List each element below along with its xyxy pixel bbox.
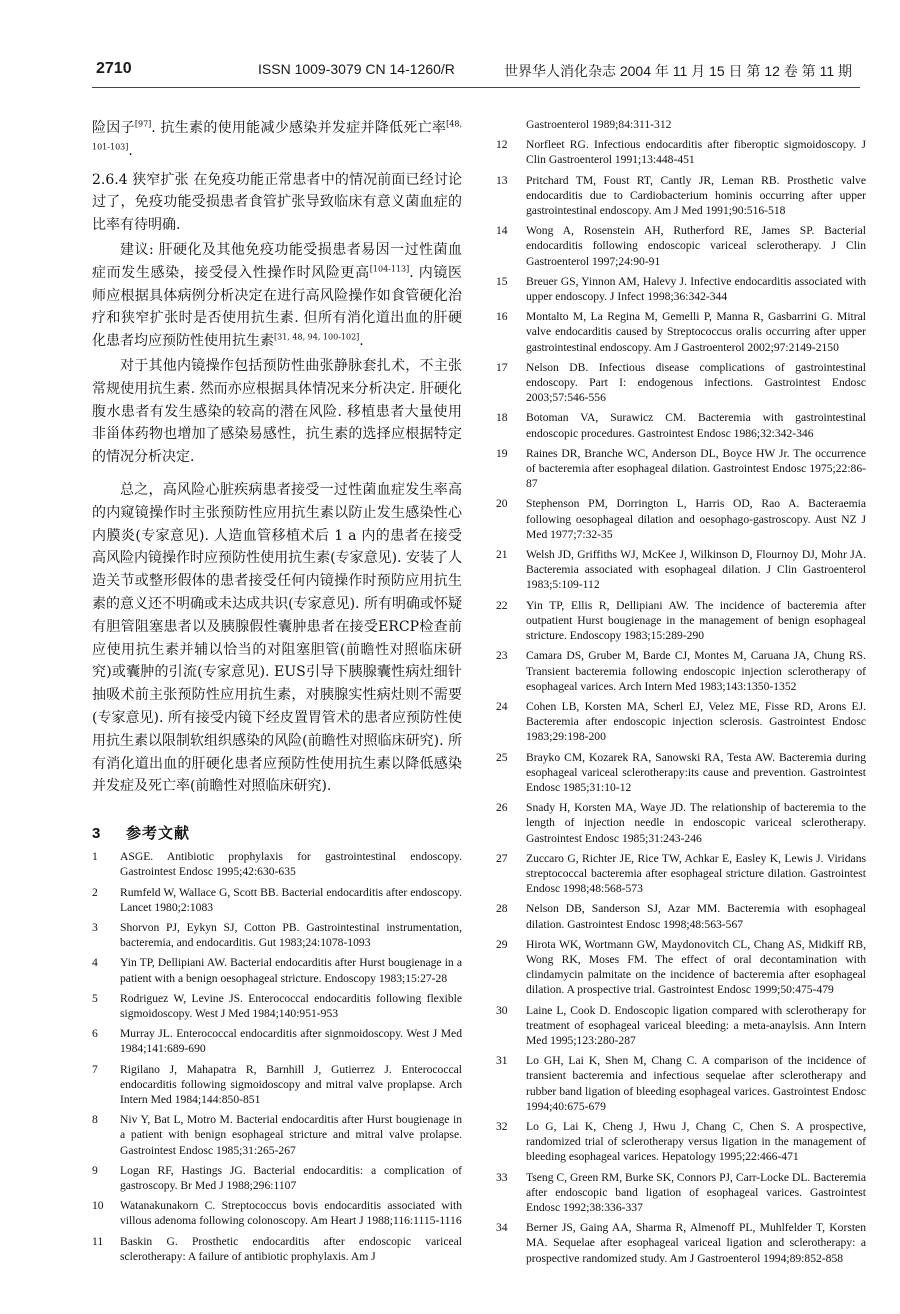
right-column [496, 117, 866, 1271]
reference-item [496, 496, 866, 542]
reference-text: Brayko CM, Kozarek RA, Sanowski RA, Testa AW. Bacteremia during esophageal variceal sclerotherapy:its cause and prevention. Gastrointest Endosc 1985;31:10-12 [526, 750, 866, 794]
reference-item [496, 648, 866, 694]
p3-text: 建议: 肝硬化及其他免疫功能受损患者易因一过性菌血症而发生感染，接受侵入性操作时风险更高 [92, 241, 462, 281]
reference-number: 8 [92, 1113, 98, 1127]
reference-text: Botoman VA, Surawicz CM. Bacteremia with gastrointestinal endoscopic procedures. Gastrointest Endosc 1986;32:342-346 [526, 411, 866, 440]
reference-number: 26 [496, 801, 508, 815]
reference-item [496, 1119, 866, 1165]
reference-text: Logan RF, Hastings JG. Bacterial endocarditis: a complication of gastroscopy. Br Med J 1988;296:1107 [120, 1163, 462, 1192]
reference-number: 19 [496, 446, 508, 460]
reference-number: 9 [92, 1163, 98, 1177]
reference-item [92, 955, 462, 985]
reference-item [496, 1053, 866, 1114]
reference-item [496, 1003, 866, 1049]
reference-number: 6 [92, 1027, 98, 1041]
reference-number: 16 [496, 310, 508, 324]
reference-item [92, 1062, 462, 1108]
reference-number: 25 [496, 750, 508, 764]
reference-text: Montalto M, La Regina M, Gemelli P, Manna R, Gasbarrini G. Mitral valve endocarditis caused by Streptococcus oralis occurring after upper gastrointestinal endoscopy. Am J Gastroenterol 2002;97:2149-2150 [526, 310, 866, 354]
reference-item [496, 699, 866, 745]
p1-text: 险因子 [92, 120, 135, 136]
reference-number: 7 [92, 1062, 98, 1076]
reference-text: Camara DS, Gruber M, Barde CJ, Montes M, Caruana JA, Chung RS. Transient bacteremia following endoscopic injection sclerotherapy of esophageal varices. Arch Intern Med 1983;143:1350-1352 [526, 649, 866, 693]
reference-text: Murray JL. Enterococcal endocarditis after signmoidoscopy. West J Med 1984;141:689-690 [120, 1027, 462, 1056]
reference-text: Rigilano J, Mahapatra R, Barnhill J, Gutierrez J. Enterococcal endocarditis following sigmoidoscopy and mitral valve proplapse. Arch Intern Med 1984;144:850-851 [120, 1062, 462, 1106]
reference-item [496, 851, 866, 897]
reference-item [496, 410, 866, 440]
reference-text: Watanakunakorn C. Streptococcus bovis endocarditis associated with villous adenoma following colonoscopy. Am Heart J 1988;116:1115-1116 [120, 1199, 462, 1228]
left-column [92, 117, 462, 1269]
reference-item [496, 360, 866, 406]
reference-text: Niv Y, Bat L, Motro M. Bacterial endocarditis after Hurst bougienage in a patient with benign esophageal stricture and mitral valve prolapse. Gastrointest Endosc 1985;31:265-267 [120, 1113, 462, 1157]
reference-number: 23 [496, 649, 508, 663]
reference-text: Yin TP, Dellipiani AW. Bacterial endocarditis after Hurst bougienage in a patient with a benign oesophageal stricture. Endoscopy 1983;15:27-28 [120, 956, 462, 985]
reference-text: Snady H, Korsten MA, Waye JD. The relationship of bacteremia to the length of injection needle in endoscopic variceal sclerotherapy. Gastrointest Endosc 1985;31:243-246 [526, 801, 866, 845]
reference-number: 22 [496, 598, 508, 612]
reference-number: 34 [496, 1221, 508, 1235]
reference-number: 3 [92, 920, 98, 934]
reference-item [496, 446, 866, 492]
reference-item [496, 223, 866, 269]
reference-number: 18 [496, 411, 508, 425]
reference-text: Stephenson PM, Dorrington L, Harris OD, Rao A. Bacteraemia following oesophageal dilation and oesophago-gastroscopy. Aust NZ J Med 1977;7:32-35 [526, 497, 866, 541]
reference-text: Shorvon PJ, Eykyn SJ, Cotton PB. Gastrointestinal instrumentation, bacteremia, and endocarditis. Gut 1983;24:1078-1093 [120, 920, 462, 950]
reference-text: ASGE. Antibiotic prophylaxis for gastrointestinal endoscopy. Gastrointest Endosc 1995;42:630-635 [120, 850, 462, 879]
reference-text: Wong A, Rosenstein AH, Rutherford RE, James SP. Bacterial endocarditis following endoscopic variceal sclerotherapy. J Clin Gastroenterol 1997;24:90-91 [526, 224, 866, 268]
reference-item [496, 750, 866, 796]
journal-issue: 世界华人消化杂志 2004 年 11 月 15 日 第 12 卷 第 11 期 [503, 63, 852, 79]
reference-number: 24 [496, 699, 508, 713]
reference-number: 27 [496, 851, 508, 865]
reference-item [496, 309, 866, 355]
paragraph-5: 总之，高风险心脏疾病患者接受一过性菌血症发生率高的内窥镜操作时主张预防性应用抗生素以防止发生感染性心内膜炎(专家意见). 人造血管移植术后 1 a 内的患者在接受高风险内镜操作时应预防性使用抗生素(专家意见). 安装了人造关节或整形假体的患者接受任何内镜操作时预防应用抗生素的意义还不明确或未达成共识(专家意见). 所有明确或怀疑有胆管阻塞患者以及胰腺假性囊肿患者在接受ERCP检查前应使用抗生素并辅以恰当的对阻塞胆管(前瞻性对照临床研究)或囊肿的引流(专家意见). EUS引导下胰腺囊性病灶细针抽吸术前主张预防性应用抗生素，对胰腺实性病灶则不需要(专家意见). 所有接受内镜下经皮置胃管术的患者应预防性使用抗生素以限制软组织感染的风险(前瞻性对照临床研究). 所有消化道出血的肝硬化患者应预防性使用抗生素以降低感染并发症及死亡率(前瞻性对照临床研究). [92, 481, 462, 795]
section-number: 3 [92, 825, 102, 843]
reference-text: Breuer GS, Yinnon AM, Halevy J. Infective endocarditis associated with upper endoscopy. J Infect 1998;36:342-344 [526, 274, 866, 304]
p3-text3: . [359, 333, 364, 350]
citation[interactable]: [48, 101-103] [92, 119, 462, 152]
reference-continuation: Gastroenterol 1989;84:311-312 [526, 118, 672, 131]
reference-number: 33 [496, 1170, 508, 1184]
reference-item [92, 1234, 462, 1264]
reference-text: Nelson DB. Infectious disease complications of gastrointestinal endoscopy. Part I: endogenous infections. Gastrointest Endosc 2003;57:546-556 [526, 360, 866, 405]
p1-text2: . 抗生素的使用能减少感染并发症并降低死亡率 [151, 120, 447, 136]
reference-item [496, 800, 866, 846]
reference-text: Yin TP, Ellis R, Dellipiani AW. The incidence of bacteremia after outpatient Hurst bougienage in the management of benign esophageal stricture. Endoscopy 1983;15:289-290 [526, 598, 866, 643]
reference-text: Cohen LB, Korsten MA, Scherl EJ, Velez ME, Fisse RD, Arons EJ. Bacteremia after endoscopic injection sclerosis. Gastrointest Endosc 1983;29:198-200 [526, 699, 866, 744]
reference-text: Tseng C, Green RM, Burke SK, Connors PJ, Carr-Locke DL. Bacteremia after endoscopic band ligation of esophageal varices. Gastrointest Endosc 1992;38:336-337 [526, 1170, 866, 1214]
reference-number: 29 [496, 937, 508, 951]
paragraph-3 [92, 239, 462, 353]
citation[interactable]: [104-113] [369, 264, 410, 274]
reference-item [92, 920, 462, 950]
reference-number: 4 [92, 956, 98, 970]
header-rule [92, 87, 860, 88]
reference-text: Hirota WK, Wortmann GW, Maydonovitch CL, Chang AS, Midkiff RB, Wong RK, Moses FM. The effect of oral decontamination with clindamycin palmitate on the incidence of bacteremia after esophageal dilation. A prospective trial. Gastrointest Endosc 1999;50:475-479 [526, 937, 866, 997]
citation[interactable]: [31, 48, 94, 100-102] [274, 332, 360, 342]
reference-number: 15 [496, 274, 508, 288]
reference-text: Zuccaro G, Richter JE, Rice TW, Achkar E, Easley K, Lewis J. Viridans streptococcal bacteremia after esophageal stricture dilation. Gastrointest Endosc 1998;48:568-573 [526, 851, 866, 896]
reference-number: 5 [92, 991, 98, 1005]
reference-number: 10 [92, 1199, 104, 1213]
reference-item [496, 274, 866, 304]
reference-number: 30 [496, 1003, 508, 1017]
reference-text: Nelson DB, Sanderson SJ, Azar MM. Bacteremia with esophageal dilation. Gastrointest Endosc 1998;48:563-567 [526, 902, 866, 931]
reference-item [92, 885, 462, 915]
issn-line: ISSN 1009-3079 CN 14-1260/R [258, 61, 455, 77]
references-heading [92, 822, 462, 843]
reference-number: 14 [496, 224, 508, 238]
p3-text2: . 内镜医师应根据具体病例分析决定在进行高风险操作如食管硬化治疗和狭窄扩张时是否使用抗生素. 但所有消化道出血的肝硬化患者均应预防性使用抗生素 [92, 264, 463, 350]
reference-number: 1 [92, 850, 98, 864]
reference-list-left [92, 849, 462, 1264]
reference-item [92, 849, 462, 879]
reference-number: 28 [496, 902, 508, 916]
reference-text: Lo GH, Lai K, Shen M, Chang C. A comparison of the incidence of transient bacteremia and infectious sequelae after sclerotherapy and rubber band ligation of bleeding esophageal varices. Gastrointest Endosc 1994;40:675-679 [526, 1054, 866, 1113]
reference-item [496, 137, 866, 167]
reference-number: 21 [496, 548, 508, 562]
reference-text: Rumfeld W, Wallace G, Scott BB. Bacterial endocarditis after endoscopy. Lancet 1980;2:1083 [120, 885, 462, 914]
page-number: 2710 [96, 60, 132, 77]
reference-item [496, 547, 866, 593]
reference-number: 11 [92, 1234, 104, 1248]
reference-item [92, 991, 462, 1021]
reference-text: Rodriguez W, Levine JS. Enterococcal endocarditis following flexible sigmoidoscopy. West J Med 1984;140:951-953 [120, 991, 462, 1020]
reference-text: Raines DR, Branche WC, Anderson DL, Boyce HW Jr. The occurrence of bacteremia after esophageal dilation. Gastrointest Endosc 1975;22:86-87 [526, 446, 866, 491]
p1-text3: . [128, 142, 133, 159]
citation[interactable]: [97] [134, 119, 152, 129]
reference-text: Pritchard TM, Foust RT, Cantly JR, Leman RB. Prosthetic valve endocarditis due to Cardiobacterium hominis occurring after upper gastrointestinal endoscopy. Am J Med 1991;90:516-518 [526, 173, 866, 218]
reference-item [496, 1170, 866, 1216]
section-heading: 2.6.4 狭窄扩张 [92, 171, 189, 188]
reference-number: 32 [496, 1119, 508, 1133]
reference-text: Lo G, Lai K, Cheng J, Hwu J, Chang C, Chen S. A prospective, randomized trial of sclerotherapy versus ligation in the management of bleeding esophageal varices. Hepatology 1995;22:466-471 [526, 1119, 866, 1164]
reference-text: Norfleet RG. Infectious endocarditis after fiberoptic sigmoidoscopy. J Clin Gastroenterol 1991;13:448-451 [526, 138, 866, 167]
reference-number: 13 [496, 173, 508, 187]
reference-item [496, 173, 866, 219]
reference-item [92, 1163, 462, 1193]
p2-text: 在免疫功能正常患者中的情况前面已经讨论过了，免疫功能受损患者食管扩张导致临床有意义菌血症的比率有待明确. [92, 171, 462, 234]
reference-text: Welsh JD, Griffiths WJ, McKee J, Wilkinson D, Flournoy DJ, Mohr JA. Bacteremia associated with esophageal dilation. J Clin Gastroenterol 1983;5:109-112 [526, 548, 866, 592]
section-title: 参考文献 [126, 825, 191, 843]
paragraph-1 [92, 117, 462, 163]
reference-number: 2 [92, 885, 98, 899]
reference-text: Baskin G. Prosthetic endocarditis after endoscopic variceal sclerotherapy: A failure of antibiotic prophylaxis. Am J [120, 1234, 462, 1263]
reference-item [496, 598, 866, 644]
reference-number: 12 [496, 138, 508, 152]
reference-item [496, 1220, 866, 1266]
page-header [96, 60, 856, 82]
reference-item [496, 937, 866, 998]
reference-number: 20 [496, 497, 508, 511]
paragraph-2 [92, 169, 462, 237]
reference-item [496, 901, 866, 931]
reference-list-right [496, 137, 866, 1266]
reference-number: 17 [496, 360, 508, 374]
reference-number: 31 [496, 1054, 508, 1068]
reference-item [92, 1026, 462, 1056]
reference-item [92, 1198, 462, 1228]
reference-item [92, 1112, 462, 1158]
reference-text: Laine L, Cook D. Endoscopic ligation compared with sclerotherapy for treatment of esophageal variceal bleeding: a meta-anaylsis. Ann Intern Med 1995;123:280-287 [526, 1003, 866, 1047]
reference-text: Berner JS, Gaing AA, Sharma R, Almenoff PL, Muhlfelder T, Korsten MA. Sequelae after esophageal variceal ligation and sclerotherapy: a prospective randomized study. Am J Gastroenterol 1994;89:852-858 [526, 1221, 866, 1265]
paragraph-4: 对于其他内镜操作包括预防性曲张静脉套扎术，不主张常规使用抗生素. 然而亦应根据具体情况来分析决定. 肝硬化腹水患者有发生感染的较高的潜在风险. 移植患者大量使用非甾体药物也增加了感染易感性，抗生素的选择应根据特定的情况分析决定. [92, 357, 462, 466]
